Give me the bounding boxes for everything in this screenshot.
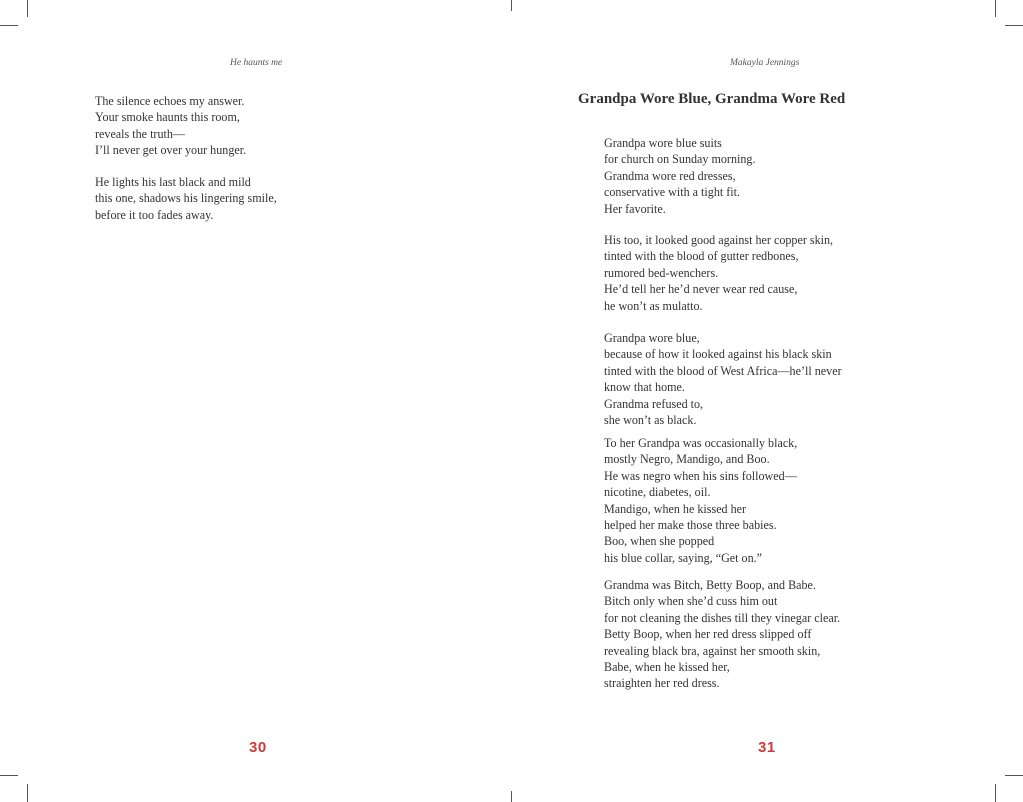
left-stanza-1 (95, 93, 246, 159)
poem-line: rumored bed-wenchers. (604, 265, 719, 280)
poem-line: tinted with the blood of gutter redbones, (604, 249, 799, 264)
poem-line: Grandma was Bitch, Betty Boop, and Babe. (604, 578, 816, 592)
right-stanza-3 (604, 330, 842, 428)
poem-line: straighten her red dress. (604, 676, 720, 691)
poem-line: Your smoke haunts this room, (95, 110, 240, 125)
poem-line: Babe, when he kissed her, (604, 660, 730, 675)
crop-mark-top-right-h (1005, 25, 1023, 26)
crop-mark-top-center (511, 0, 512, 11)
poem-line: for church on Sunday morning. (604, 152, 756, 167)
poem-line: conservative with a tight fit. (604, 185, 741, 200)
poem-line: reveals the truth— (95, 126, 186, 141)
poem-line: Grandma wore red dresses, (604, 168, 736, 183)
right-stanza-5 (604, 577, 840, 692)
poem-line: before it too fades away. (95, 207, 214, 222)
crop-mark-top-left (27, 0, 28, 17)
poem-line: To her Grandpa was occasionally black, (604, 436, 798, 450)
poem-line: Her favorite. (604, 201, 666, 216)
crop-mark-top-left-h (0, 25, 18, 26)
left-running-head: He haunts me (230, 58, 283, 68)
right-stanza-2 (604, 232, 833, 314)
poem-line: Betty Boop, when her red dress slipped off (604, 627, 812, 642)
poem-line: Bitch only when she’d cuss him out (604, 594, 778, 609)
left-page-number: 30 (249, 739, 267, 756)
left-stanza-2 (95, 174, 277, 223)
poem-line: Grandpa wore blue suits (604, 136, 722, 150)
poem-line: helped her make those three babies. (604, 518, 777, 533)
poem-line: He’d tell her he’d never wear red cause, (604, 282, 798, 297)
poem-line: know that home. (604, 380, 685, 395)
crop-mark-top-right (995, 0, 996, 17)
poem-line: this one, shadows his lingering smile, (95, 191, 277, 206)
poem-line: because of how it looked against his black skin (604, 347, 832, 362)
crop-mark-bottom-right (995, 784, 996, 802)
poem-line: his blue collar, saying, “Get on.” (604, 550, 763, 565)
crop-mark-bottom-left-h (0, 775, 18, 776)
right-stanza-1 (604, 135, 755, 217)
poem-line: mostly Negro, Mandigo, and Boo. (604, 452, 770, 467)
poem-line: He was negro when his sins followed— (604, 468, 797, 483)
crop-mark-bottom-left (27, 784, 28, 802)
poem-line: Grandpa wore blue, (604, 331, 700, 345)
poem-line: Mandigo, when he kissed her (604, 501, 747, 516)
poem-line: The silence echoes my answer. (95, 94, 245, 108)
poem-line: He lights his last black and mild (95, 175, 251, 189)
poem-line: His too, it looked good against her copper skin, (604, 233, 834, 247)
poem-line: Boo, when she popped (604, 534, 715, 549)
poem-line: nicotine, diabetes, oil. (604, 485, 711, 500)
poem-line: he won’t as mulatto. (604, 298, 703, 313)
poem-line: tinted with the blood of West Africa—he’ll never (604, 363, 842, 378)
poem-line: for not cleaning the dishes till they vinegar clear. (604, 610, 841, 625)
poem-line: she won’t as black. (604, 413, 697, 428)
right-stanza-4 (604, 435, 797, 566)
poem-line: I’ll never get over your hunger. (95, 143, 247, 158)
poem-line: Grandma refused to, (604, 396, 704, 411)
crop-mark-bottom-right-h (1005, 775, 1023, 776)
crop-mark-bottom-center (511, 791, 512, 802)
right-running-head: Makayla Jennings (730, 58, 800, 68)
poem-title: Grandpa Wore Blue, Grandma Wore Red (578, 91, 846, 107)
right-page-number: 31 (758, 739, 776, 756)
poem-line: revealing black bra, against her smooth skin, (604, 643, 821, 658)
